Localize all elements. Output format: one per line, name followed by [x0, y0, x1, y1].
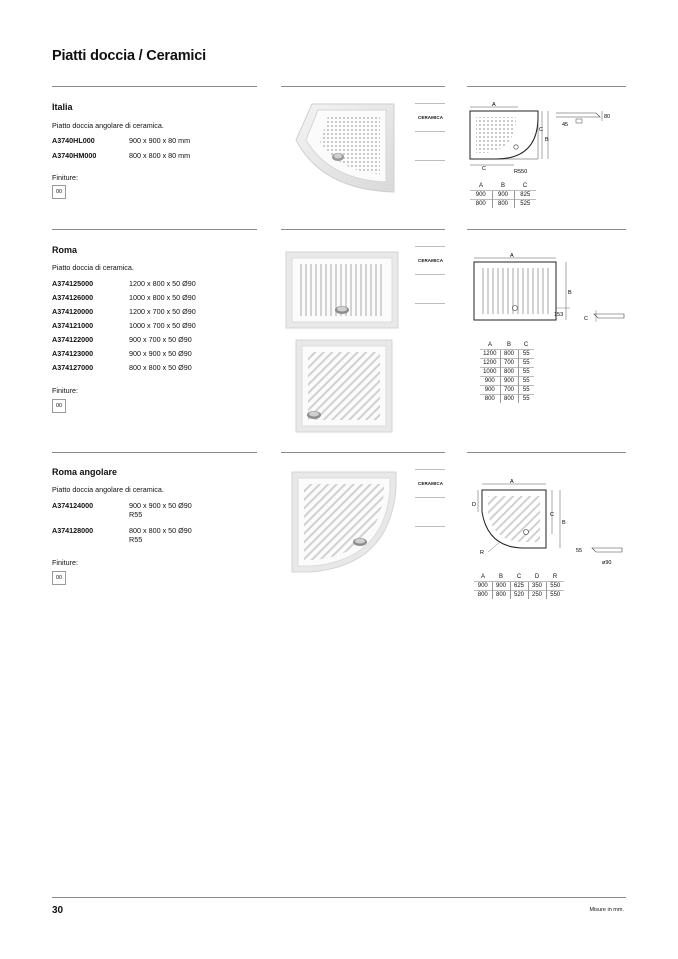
label-c: C [584, 316, 588, 322]
label-r: R [480, 550, 484, 556]
section-title-roma: Roma [52, 245, 78, 255]
brand-divider [415, 131, 445, 132]
label-b: B [568, 290, 572, 296]
label-offset: 153 [554, 312, 564, 318]
finish-swatch: 00 [52, 185, 66, 199]
footnote: Misure in mm. [589, 907, 624, 913]
brand-divider [415, 497, 445, 498]
product-code: A374124000 [52, 501, 94, 510]
product-photo-roma-square [294, 338, 394, 434]
finiture-label: Finiture: [52, 173, 78, 182]
product-dimensions: 1200 x 800 x 50 Ø90 [129, 279, 196, 288]
section-divider [281, 229, 445, 230]
section-divider [281, 452, 445, 453]
footer-divider [52, 897, 626, 898]
product-photo-roma-rectangular [284, 248, 400, 332]
product-code: A374121000 [52, 321, 94, 330]
product-dimensions-radius: R55 [129, 510, 143, 519]
product-dimensions: 900 x 900 x 80 mm [129, 136, 191, 145]
section-divider [52, 229, 257, 230]
product-dimensions: 1000 x 800 x 50 Ø90 [129, 293, 196, 302]
dimension-table-roma-angolare: A B C D R 900 900 625 350 550 800 800 520 250 550 [474, 573, 564, 599]
label-drain: ø90 [602, 560, 612, 566]
section-description: Piatto doccia angolare di ceramica. [52, 485, 164, 494]
product-dimensions: 900 x 700 x 50 Ø90 [129, 335, 192, 344]
brand-divider [415, 303, 445, 304]
page-title: Piatti doccia / Ceramici [52, 48, 206, 64]
finish-swatch: 00 [52, 399, 66, 413]
section-description: Piatto doccia di ceramica. [52, 263, 134, 272]
brand-label: CERAMICA [418, 258, 444, 263]
section-divider [52, 86, 257, 87]
dimension-table-italia: A B C 900 900 825 800 800 525 [470, 182, 536, 208]
label-b: B [562, 520, 566, 526]
product-code: A374120000 [52, 307, 94, 316]
brand-label: CERAMICA [418, 115, 444, 120]
finiture-label: Finiture: [52, 386, 78, 395]
label-radius: R550 [514, 169, 528, 175]
label-angle: 45 [562, 122, 569, 128]
brand-divider [415, 274, 445, 275]
dimension-table-roma: A B C 1200 800 55 1200 700 55 1000 800 55 900 900 55 900 700 55 800 800 55 [480, 341, 534, 403]
product-dimensions: 900 x 900 x 50 Ø90 [129, 349, 192, 358]
label-a: A [492, 102, 496, 108]
section-divider [52, 452, 257, 453]
brand-divider [415, 246, 445, 247]
label-c: C [550, 512, 554, 518]
brand-divider [415, 103, 445, 104]
technical-drawing-italia [466, 99, 626, 181]
brand-divider [415, 469, 445, 470]
section-description: Piatto doccia angolare di ceramica. [52, 121, 164, 130]
product-photo-roma-angolare [290, 470, 400, 574]
section-divider [467, 452, 626, 453]
technical-drawing-roma-angolare [466, 474, 626, 572]
label-a: A [510, 253, 514, 259]
label-c: C [539, 127, 543, 133]
product-dimensions: 900 x 900 x 50 Ø90 [129, 501, 192, 510]
product-dimensions-radius: R55 [129, 535, 143, 544]
brand-label: CERAMICA [418, 481, 444, 486]
product-code: A374127000 [52, 363, 94, 372]
label-c: C [482, 166, 486, 172]
brand-divider [415, 160, 445, 161]
product-code: A3740HM000 [52, 151, 97, 160]
product-code: A374122000 [52, 335, 94, 344]
label-d: D [472, 502, 476, 508]
page-number: 30 [52, 905, 64, 916]
product-dimensions: 800 x 800 x 50 Ø90 [129, 526, 192, 535]
label-b: B [545, 137, 549, 143]
product-dimensions: 800 x 800 x 80 mm [129, 151, 191, 160]
product-code: A374126000 [52, 293, 94, 302]
label-a: A [510, 479, 514, 485]
section-divider [467, 86, 626, 87]
finiture-label: Finiture: [52, 558, 78, 567]
section-title-italia: Italia [52, 102, 73, 112]
product-code: A374128000 [52, 526, 94, 535]
section-title-roma-angolare: Roma angolare [52, 467, 118, 477]
label-height: 80 [604, 114, 611, 120]
brand-divider [415, 526, 445, 527]
product-code: A374125000 [52, 279, 94, 288]
product-code: A374123000 [52, 349, 94, 358]
product-dimensions: 1000 x 700 x 50 Ø90 [129, 321, 196, 330]
label-height: 55 [576, 548, 583, 554]
section-divider [281, 86, 445, 87]
product-dimensions: 1200 x 700 x 50 Ø90 [129, 307, 196, 316]
product-dimensions: 800 x 800 x 50 Ø90 [129, 363, 192, 372]
finish-swatch: 00 [52, 571, 66, 585]
technical-drawing-roma [466, 250, 626, 325]
product-code: A3740HL000 [52, 136, 95, 145]
product-photo-italia [282, 100, 412, 204]
section-divider [467, 229, 626, 230]
